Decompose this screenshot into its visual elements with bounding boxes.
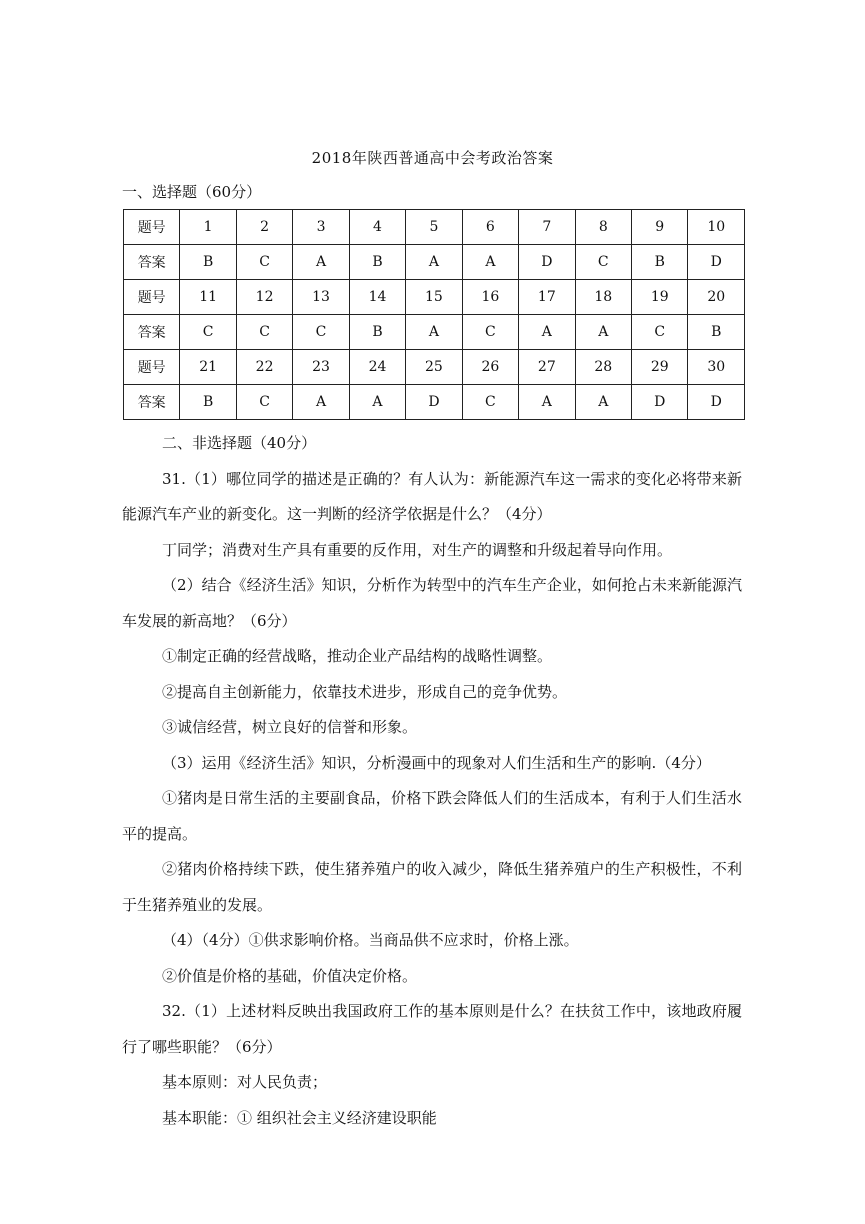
table-cell: C xyxy=(462,385,518,420)
table-cell: 4 xyxy=(349,210,405,245)
row-label-answer: 答案 xyxy=(124,315,180,350)
table-cell: D xyxy=(632,385,688,420)
table-cell: D xyxy=(688,245,745,280)
question-31-2: （2）结合《经济生活》知识，分析作为转型中的汽车生产企业，如何抢占未来新能源汽车发展的新高地？（6分） xyxy=(122,576,742,630)
row-label-answer: 答案 xyxy=(124,385,180,420)
table-cell: B xyxy=(688,315,745,350)
table-cell: 2 xyxy=(236,210,292,245)
table-cell: 20 xyxy=(688,280,745,315)
table-cell: 16 xyxy=(462,280,518,315)
table-cell: A xyxy=(575,315,631,350)
row-label-question: 题号 xyxy=(124,280,180,315)
section-heading-choice: 一、选择题（60分） xyxy=(122,183,262,201)
table-cell: 30 xyxy=(688,350,745,385)
question-31-3: （3）运用《经济生活》知识，分析漫画中的现象对人们生活和生产的影响.（4分） xyxy=(162,753,711,772)
table-cell: 3 xyxy=(293,210,349,245)
page-title: 2018年陕西普通高中会考政治答案 xyxy=(311,149,554,167)
table-row-answers xyxy=(124,315,745,350)
table-cell: C xyxy=(236,315,292,350)
table-cell: 27 xyxy=(519,350,575,385)
question-31-4: （4）（4分）①供求影响价格。当商品供不应求时，价格上涨。 xyxy=(162,931,579,949)
row-label-question: 题号 xyxy=(124,210,180,245)
table-row-questions xyxy=(124,210,745,245)
table-cell: 11 xyxy=(180,280,236,315)
table-cell: 8 xyxy=(575,210,631,245)
table-cell: A xyxy=(519,385,575,420)
table-cell: 21 xyxy=(180,350,236,385)
table-cell: C xyxy=(632,315,688,350)
table-cell: 28 xyxy=(575,350,631,385)
table-cell: 12 xyxy=(236,280,292,315)
table-cell: D xyxy=(406,385,462,420)
question-32-1: 32.（1）上述材料反映出我国政府工作的基本原则是什么？在扶贫工作中，该地政府履行了哪些职能？（6分） xyxy=(122,1002,742,1056)
table-cell: 7 xyxy=(519,210,575,245)
table-cell: A xyxy=(519,315,575,350)
answer-paragraph: ②价值是价格的基础，价值决定价格。 xyxy=(162,966,418,985)
answer-paragraph: 基本原则：对人民负责； xyxy=(162,1073,328,1091)
table-cell: 18 xyxy=(575,280,631,315)
table-cell: A xyxy=(406,245,462,280)
answer-paragraph: ①制定正确的经营战略，推动企业产品结构的战略性调整。 xyxy=(162,647,553,665)
answer-body xyxy=(122,426,742,1136)
answer-paragraph: ③诚信经营，树立良好的信誉和形象。 xyxy=(162,718,418,736)
table-row-answers xyxy=(124,245,745,280)
table-cell: 29 xyxy=(632,350,688,385)
table-cell: 6 xyxy=(462,210,518,245)
table-cell: 15 xyxy=(406,280,462,315)
table-cell: A xyxy=(293,385,349,420)
answer-paragraph: 基本职能：① 组织社会主义经济建设职能 xyxy=(162,1108,437,1127)
table-row-questions xyxy=(124,280,745,315)
table-cell: 22 xyxy=(236,350,292,385)
table-cell: C xyxy=(236,245,292,280)
table-cell: D xyxy=(688,385,745,420)
table-cell: B xyxy=(632,245,688,280)
table-row-answers xyxy=(124,385,745,420)
table-cell: 5 xyxy=(406,210,462,245)
answer-table xyxy=(123,209,745,420)
answer-paragraph: 丁同学；消费对生产具有重要的反作用，对生产的调整和升级起着导向作用。 xyxy=(162,540,673,559)
row-label-answer: 答案 xyxy=(124,245,180,280)
table-cell: 25 xyxy=(406,350,462,385)
table-cell: 24 xyxy=(349,350,405,385)
table-cell: C xyxy=(236,385,292,420)
table-cell: A xyxy=(575,385,631,420)
table-cell: D xyxy=(519,245,575,280)
table-cell: 10 xyxy=(688,210,745,245)
answer-paragraph: ②猪肉价格持续下跌，使生猪养殖户的收入减少，降低生猪养殖户的生产积极性，不利于生猪养殖业的发展。 xyxy=(122,860,742,914)
question-31-1: 31.（1）哪位同学的描述是正确的？有人认为：新能源汽车这一需求的变化必将带来新能源汽车产业的新变化。这一判断的经济学依据是什么？（4分） xyxy=(122,469,742,523)
table-cell: 13 xyxy=(293,280,349,315)
table-cell: B xyxy=(349,315,405,350)
table-cell: B xyxy=(349,245,405,280)
table-row-questions xyxy=(124,350,745,385)
row-label-question: 题号 xyxy=(124,350,180,385)
table-cell: B xyxy=(180,385,236,420)
table-cell: C xyxy=(462,315,518,350)
section-heading-nonchoice: 二、非选择题（40分） xyxy=(162,434,317,452)
table-cell: A xyxy=(349,385,405,420)
table-cell: A xyxy=(293,245,349,280)
table-cell: 1 xyxy=(180,210,236,245)
answer-paragraph: ①猪肉是日常生活的主要副食品，价格下跌会降低人们的生活成本，有利于人们生活水平的提高。 xyxy=(122,789,742,843)
table-cell: B xyxy=(180,245,236,280)
table-cell: 17 xyxy=(519,280,575,315)
table-cell: C xyxy=(180,315,236,350)
table-cell: 19 xyxy=(632,280,688,315)
table-cell: A xyxy=(406,315,462,350)
table-cell: C xyxy=(293,315,349,350)
answer-paragraph: ②提高自主创新能力，依靠技术进步，形成自己的竞争优势。 xyxy=(162,682,568,701)
table-cell: A xyxy=(462,245,518,280)
table-cell: 9 xyxy=(632,210,688,245)
table-cell: 14 xyxy=(349,280,405,315)
table-cell: 26 xyxy=(462,350,518,385)
table-cell: 23 xyxy=(293,350,349,385)
table-cell: C xyxy=(575,245,631,280)
